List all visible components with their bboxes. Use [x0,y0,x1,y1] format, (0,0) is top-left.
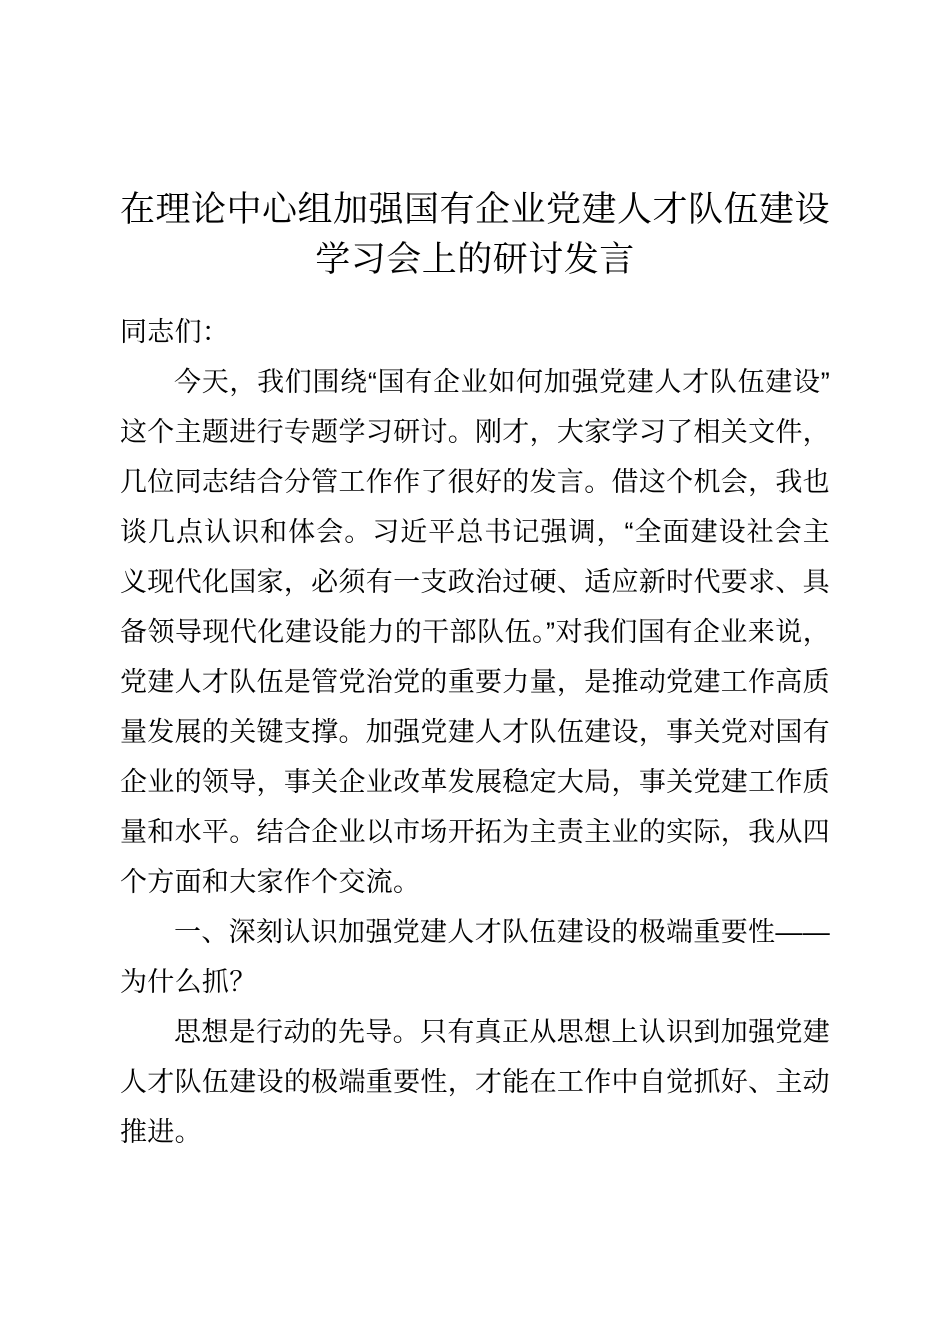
paragraph-introduction: 今天，我们围绕“国有企业如何加强党建人才队伍建设”这个主题进行专题学习研讨。刚才，大家学习了相关文件，几位同志结合分管工作作了很好的发言。借这个机会，我也谈几点认识和体会。习近平总书记强调，“全面建设社会主义现代化国家，必须有一支政治过硬、适应新时代要求、具备领导现代化建设能力的干部队伍。”对我们国有企业来说，党建人才队伍是管党治党的重要力量，是推动党建工作高质量发展的关键支撑。加强党建人才队伍建设，事关党对国有企业的领导，事关企业改革发展稳定大局，事关党建工作质量和水平。结合企业以市场开拓为主责主业的实际，我从四个方面和大家作个交流。 [120,367,830,897]
section-heading-1: 一、深刻认识加强党建人才队伍建设的极端重要性——为什么抓？ [120,917,830,997]
paragraph-section-1-body: 思想是行动的先导。只有真正从思想上认识到加强党建人才队伍建设的极端重要性，才能在工作中自觉抓好、主动推进。 [120,1017,830,1147]
salutation: 同志们： [120,317,230,347]
document-title: 在理论中心组加强国有企业党建人才队伍建设学习会上的研讨发言 [120,190,831,279]
